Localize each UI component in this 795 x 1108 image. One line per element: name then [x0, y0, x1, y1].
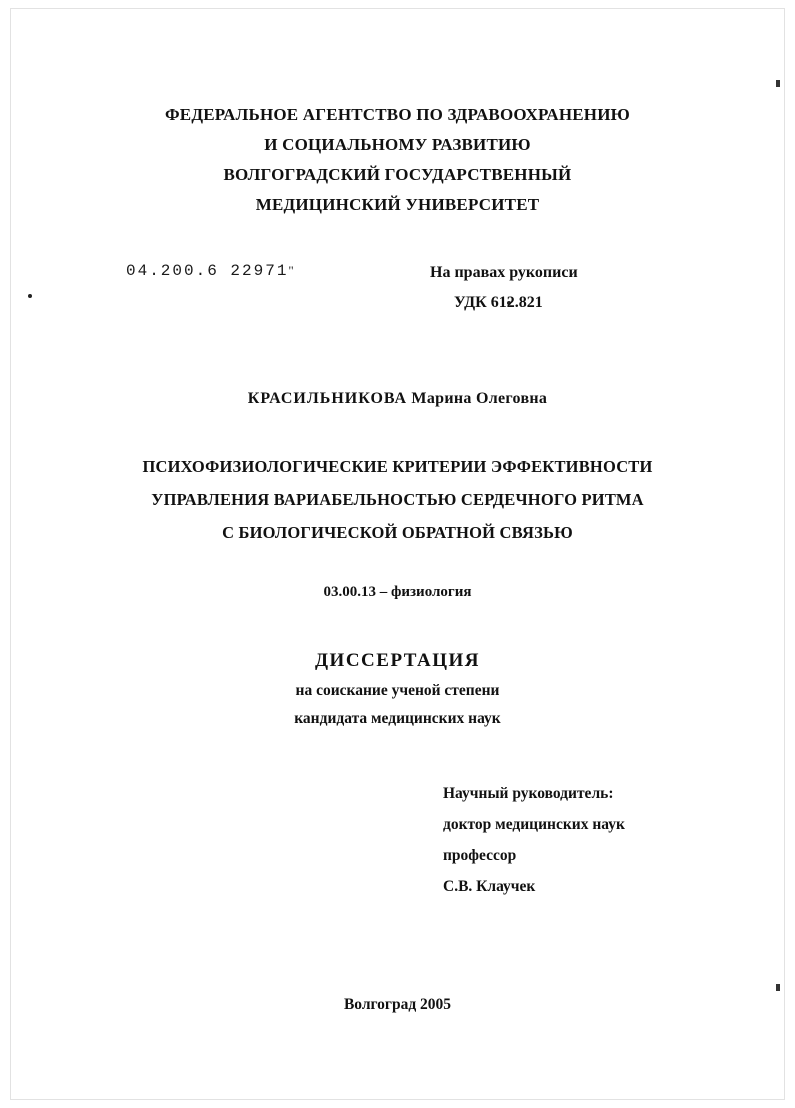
title-line-1: ПСИХОФИЗИОЛОГИЧЕСКИЕ КРИТЕРИИ ЭФФЕКТИВНОСТИ [142, 457, 653, 476]
rights-block [430, 258, 730, 318]
degree-line-2: кандидата медицинских наук [294, 710, 501, 727]
udk-code: УДК 612.821 [454, 294, 543, 311]
scan-artifact-mark-bottom-right [776, 984, 780, 991]
organization-block [0, 100, 795, 220]
document-type-block [0, 645, 795, 733]
author-given-name: Марина Олеговна [411, 390, 548, 407]
organization-line-3: ВОЛГОГРАДСКИЙ ГОСУДАРСТВЕННЫЙ [223, 165, 572, 184]
scan-artifact-mark-top-right [776, 80, 780, 87]
author-surname: КРАСИЛЬНИКОВА [247, 390, 408, 407]
author-name [0, 390, 795, 408]
supervisor-label: Научный руководитель: [443, 785, 614, 802]
registration-stamp-number [126, 262, 296, 280]
title-line-2: УПРАВЛЕНИЯ ВАРИАБЕЛЬНОСТЬЮ СЕРДЕЧНОГО РИТМА [151, 490, 644, 509]
scan-artifact-dot-left [28, 294, 32, 298]
supervisor-degree: доктор медицинских наук [443, 816, 625, 833]
organization-line-1: ФЕДЕРАЛЬНОЕ АГЕНТСТВО ПО ЗДРАВООХРАНЕНИЮ [164, 105, 630, 124]
supervisor-block [443, 778, 773, 902]
manuscript-rights-label: На правах рукописи [430, 264, 578, 281]
stamp-tick-mark: " [288, 263, 296, 278]
organization-line-2: И СОЦИАЛЬНОМУ РАЗВИТИЮ [264, 135, 531, 154]
supervisor-name: С.В. Клаучек [443, 878, 536, 895]
title-line-3: С БИОЛОГИЧЕСКОЙ ОБРАТНОЙ СВЯЗЬЮ [222, 523, 573, 542]
city-and-year: Волгоград 2005 [343, 996, 452, 1013]
stamp-number-text: 04.200.6 22971 [126, 262, 289, 280]
speciality-code: 03.00.13 – физиология [323, 584, 472, 600]
organization-line-4: МЕДИЦИНСКИЙ УНИВЕРСИТЕТ [255, 195, 540, 214]
supervisor-rank: профессор [443, 847, 517, 864]
degree-line-1: на соискание ученой степени [295, 682, 500, 699]
document-type-label: ДИССЕРТАЦИЯ [314, 650, 481, 671]
dissertation-title [0, 450, 795, 549]
